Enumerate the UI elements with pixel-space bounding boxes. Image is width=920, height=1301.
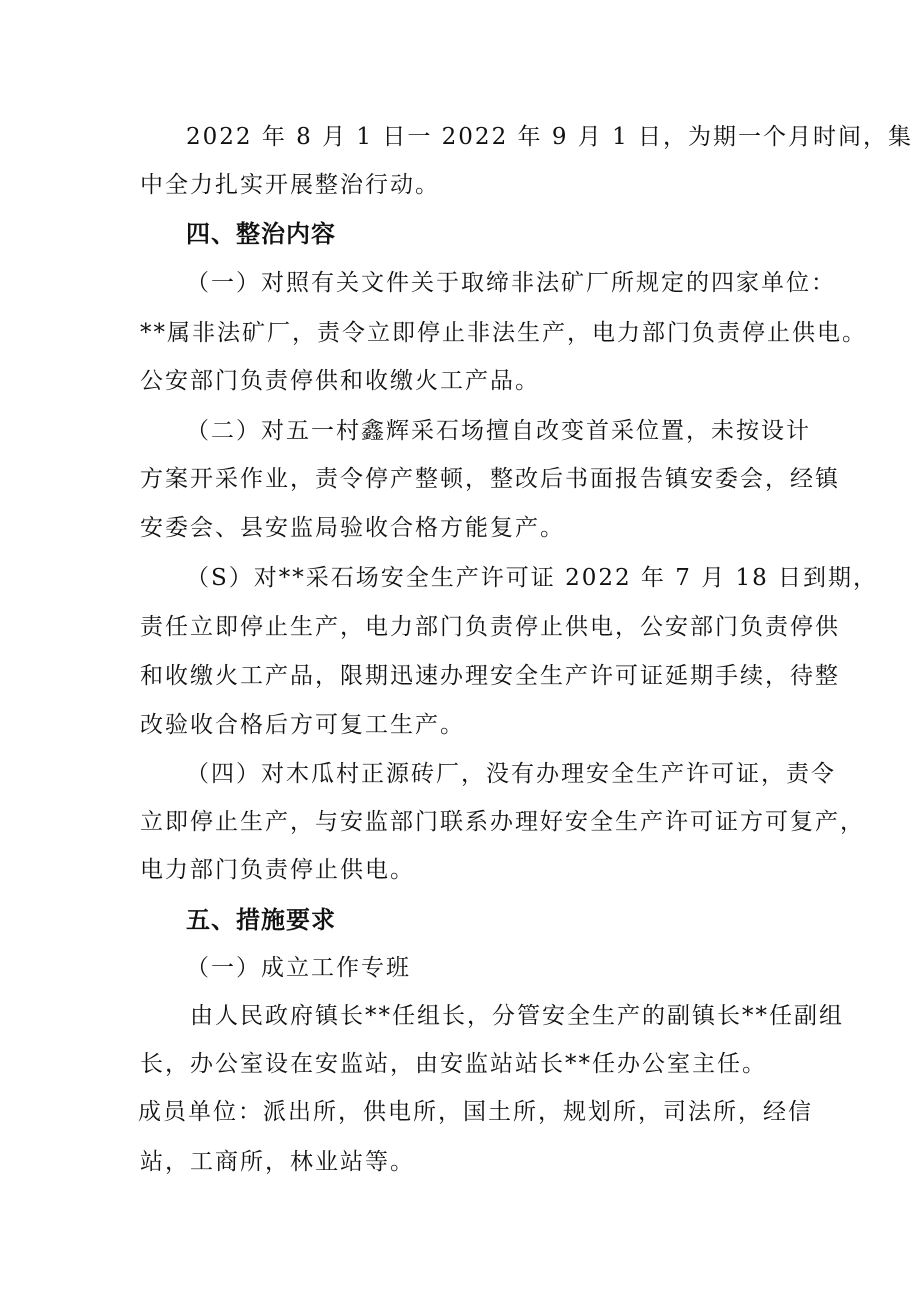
paragraph-line: **属非法矿厂，责令立即停止非法生产，电力部门负责停止供电。	[140, 320, 867, 346]
paragraph-line: 2022 年 8 月 1 日一 2022 年 9 月 1 日，为期一个月时间，集	[186, 124, 914, 150]
paragraph-line: （一）对照有关文件关于取缔非法矿厂所规定的四家单位：	[186, 270, 836, 296]
paragraph-line: 安委会、县安监局验收合格方能复产。	[140, 515, 565, 541]
paragraph-line: 电力部门负责停止供电。	[140, 857, 415, 883]
paragraph-line: （S）对**采石场安全生产许可证 2022 年 7 月 18 日到期，	[186, 565, 879, 591]
section-heading: 四、整治内容	[186, 220, 336, 248]
paragraph-line: 站，工商所，林业站等。	[140, 1149, 415, 1175]
subsection-heading: （一）成立工作专班	[186, 955, 411, 981]
paragraph-line: 和收缴火工产品，限期迅速办理安全生产许可证延期手续，待整	[140, 663, 840, 689]
paragraph-line: （四）对木瓜村正源砖厂，没有办理安全生产许可证，责令	[186, 761, 836, 787]
paragraph-line: 方案开采作业，责令停产整顿，整改后书面报告镇安委会，经镇	[140, 466, 840, 492]
paragraph-line: 长，办公室设在安监站，由安监站站长**任办公室主任。	[140, 1051, 767, 1077]
paragraph-line: 立即停止生产，与安监部门联系办理好安全生产许可证方可复产，	[140, 809, 865, 835]
paragraph-line: （二）对五一村鑫辉采石场擅自改变首采位置，未按设计	[186, 418, 811, 444]
paragraph-line: 中全力扎实开展整治行动。	[140, 172, 440, 198]
paragraph-line: 由人民政府镇长**任组长，分管安全生产的副镇长**任副组	[190, 1003, 844, 1029]
paragraph-line: 成员单位：派出所，供电所，国土所，规划所，司法所，经信	[138, 1099, 813, 1125]
section-heading: 五、措施要求	[186, 906, 336, 934]
paragraph-line: 责任立即停止生产，电力部门负责停止供电，公安部门负责停供	[140, 614, 840, 640]
paragraph-line: 公安部门负责停供和收缴火工产品。	[140, 368, 540, 394]
paragraph-line: 改验收合格后方可复工生产。	[140, 712, 465, 738]
